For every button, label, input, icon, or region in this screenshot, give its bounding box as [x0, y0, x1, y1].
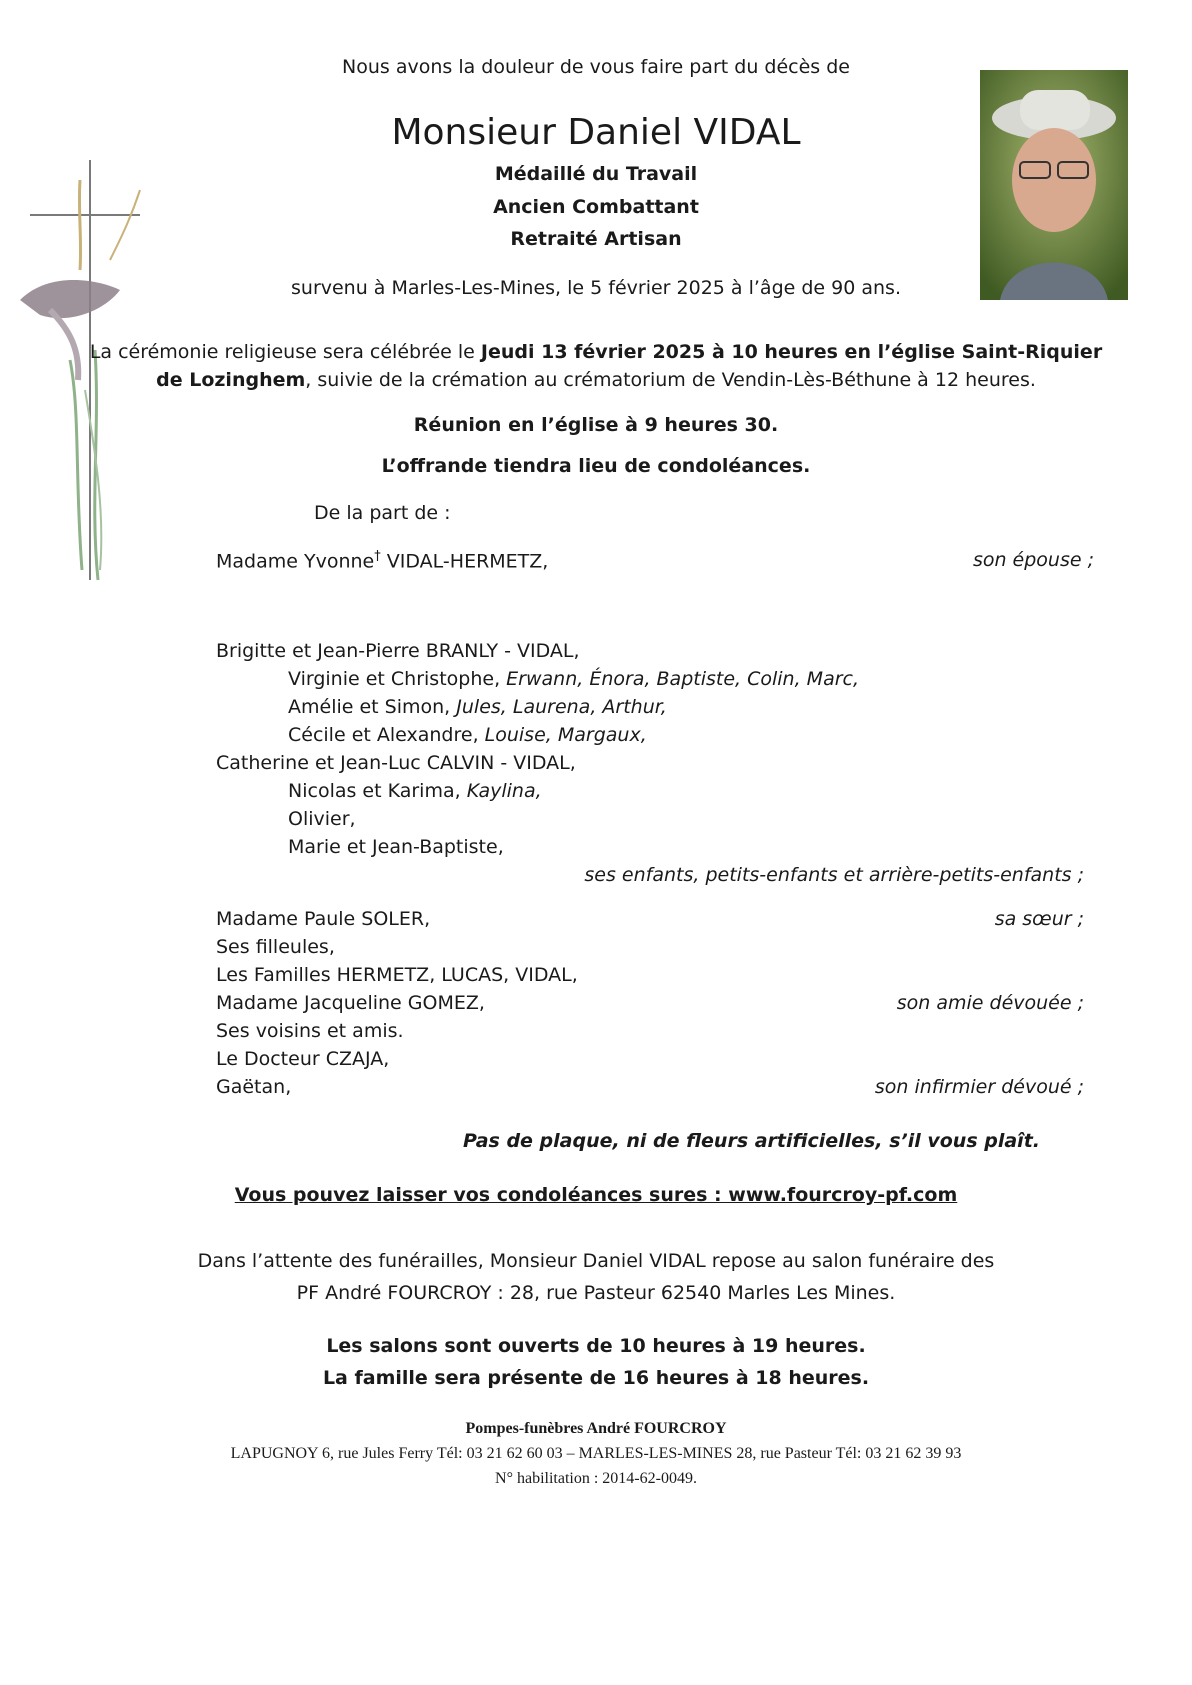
spouse-name: Madame Yvonne† VIDAL-HERMETZ, — [216, 549, 549, 573]
condolences-link[interactable]: Vous pouvez laisser vos condoléances sures : www.fourcroy-pf.com — [234, 1184, 958, 1206]
dagger-icon: † — [374, 549, 381, 564]
footer-company: Pompes-funèbres André FOURCROY — [465, 1420, 727, 1437]
family-line: Le Docteur CZAJA, — [216, 1048, 390, 1070]
spouse-role: son épouse ; — [972, 549, 1094, 571]
family-line: Madame Paule SOLER, — [216, 908, 431, 930]
family-line: Marie et Jean-Baptiste, — [288, 836, 504, 858]
family-line: Ses voisins et amis. — [216, 1020, 404, 1042]
ceremony-date-place: Jeudi 13 février 2025 à 10 heures en l’église Saint-Riquier — [480, 341, 1103, 363]
sister-role: sa sœur ; — [994, 908, 1084, 930]
no-flowers-note: Pas de plaque, ni de fleurs artificielles, s’il vous plaît. — [462, 1130, 1040, 1152]
ceremony-text — [0, 338, 1192, 394]
intro-text: Nous avons la douleur de vous faire part du décès de — [342, 56, 850, 78]
family-line: Catherine et Jean-Luc CALVIN - VIDAL, — [216, 752, 576, 774]
footer-addresses: LAPUGNOY 6, rue Jules Ferry Tél: 03 21 62 60 03 – MARLES-LES-MINES 28, rue Pasteur Tél: 03 21 62 39 93 — [230, 1445, 962, 1462]
family-line: Madame Jacqueline GOMEZ, — [216, 992, 485, 1014]
hours-line-1: Les salons sont ouverts de 10 heures à 19 heures. — [326, 1335, 866, 1357]
ceremony-suffix: , suivie de la crémation au crématorium de Vendin-Lès-Béthune à 12 heures. — [305, 369, 1036, 391]
family-line: Virginie et Christophe, Erwann, Énora, Baptiste, Colin, Marc, — [288, 668, 860, 690]
reunion-text: Réunion en l’église à 9 heures 30. — [413, 414, 779, 436]
family-line: Gaëtan, — [216, 1076, 292, 1098]
offrande-text: L’offrande tiendra lieu de condoléances. — [381, 455, 811, 477]
ceremony-place-rest: de Lozinghem — [156, 369, 306, 391]
repose-line-1: Dans l’attente des funérailles, Monsieur Daniel VIDAL repose au salon funéraire des — [197, 1250, 995, 1272]
family-line: Nicolas et Karima, Kaylina, — [288, 780, 542, 802]
ceremony-prefix: La cérémonie religieuse sera célébrée le — [89, 341, 481, 363]
family-line: Olivier, — [288, 808, 356, 830]
friend-role: son amie dévouée ; — [896, 992, 1084, 1014]
de-la-part-label: De la part de : — [314, 502, 451, 524]
portrait-photo — [980, 70, 1128, 300]
family-line: Amélie et Simon, Jules, Laurena, Arthur, — [288, 696, 667, 718]
footer-habilitation: N° habilitation : 2014-62-0049. — [495, 1470, 697, 1487]
death-notice: survenu à Marles-Les-Mines, le 5 février 2025 à l’âge de 90 ans. — [291, 277, 901, 299]
nurse-role: son infirmier dévoué ; — [874, 1076, 1084, 1098]
children-role: ses enfants, petits-enfants et arrière-petits-enfants ; — [584, 864, 1084, 886]
title-artisan: Retraité Artisan — [510, 228, 682, 250]
title-combattant: Ancien Combattant — [493, 196, 699, 218]
family-line: Les Familles HERMETZ, LUCAS, VIDAL, — [216, 964, 578, 986]
title-medaille: Médaillé du Travail — [494, 163, 698, 185]
portrait-photo-icon — [980, 70, 1128, 300]
family-line: Cécile et Alexandre, Louise, Margaux, — [288, 724, 647, 746]
family-line: Ses filleules, — [216, 936, 335, 958]
deceased-name: Monsieur Daniel VIDAL — [391, 112, 801, 153]
hours-line-2: La famille sera présente de 16 heures à 18 heures. — [322, 1367, 870, 1389]
repose-line-2: PF André FOURCROY : 28, rue Pasteur 62540 Marles Les Mines. — [296, 1282, 896, 1304]
family-line: Brigitte et Jean-Pierre BRANLY - VIDAL, — [216, 640, 580, 662]
